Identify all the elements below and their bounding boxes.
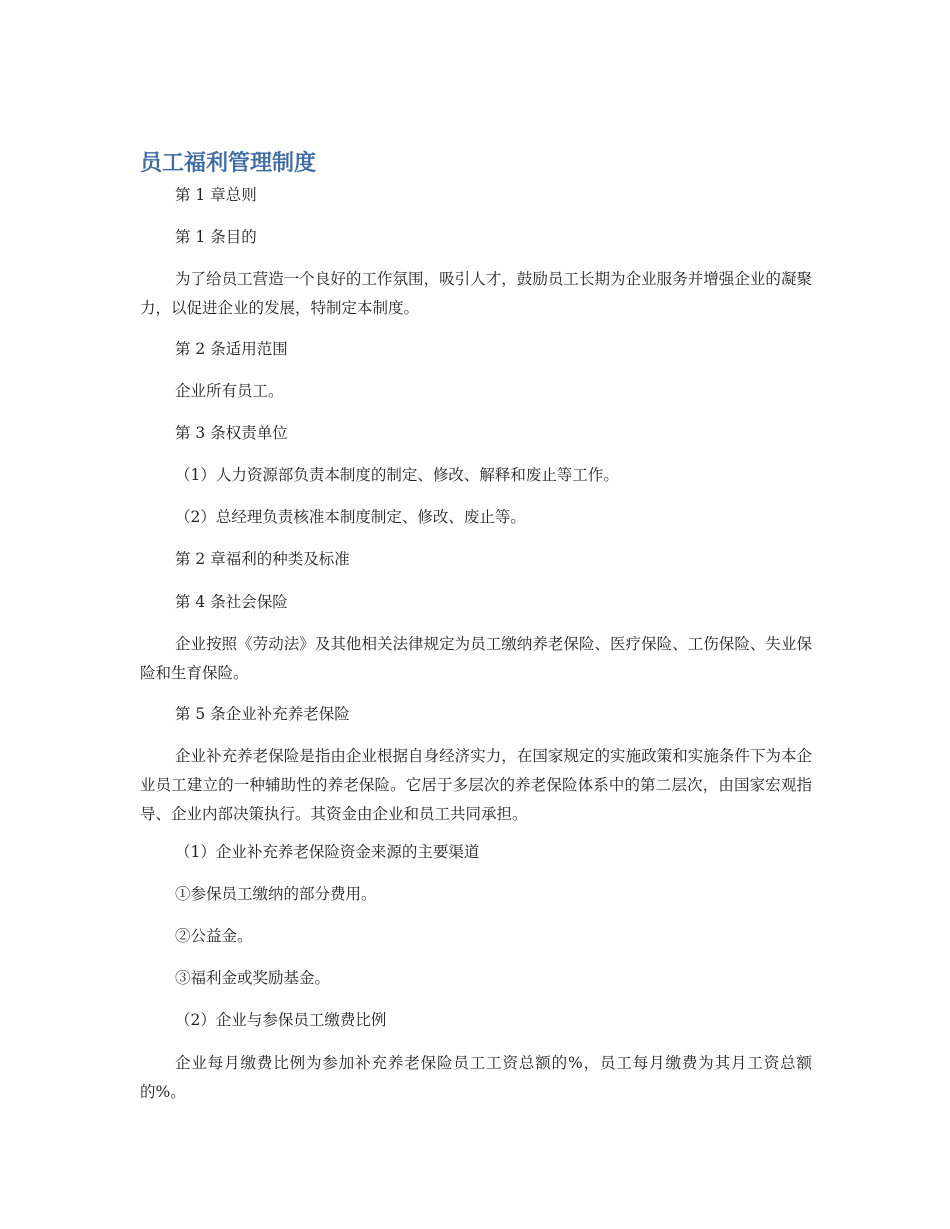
article-5-item-1-heading: （1）企业补充养老保险资金来源的主要渠道 [175,843,480,861]
article-5-body: 企业补充养老保险是指由企业根据自身经济实力，在国家规定的实施政策和实施条件下为本企业员工建立的一种辅助性的养老保险。它居于多层次的养老保险体系中的第二层次，由国家宏观指导、企业内部决策执行。其资金由企业和员工共同承担。 [140,747,812,823]
article-5-item-2-heading: （2）企业与参保员工缴费比例 [175,1011,387,1029]
article-2-heading: 第 2 条适用范围 [175,340,288,358]
chapter-2-heading: 第 2 章福利的种类及标准 [175,550,350,568]
article-5-heading: 第 5 条企业补充养老保险 [175,705,350,723]
article-2-body: 企业所有员工。 [175,382,284,400]
contribution-ratio-body: 企业每月缴费比例为参加补充养老保险员工工资总额的%，员工每月缴费为其月工资总额的%。 [140,1054,812,1101]
document-title: 员工福利管理制度 [140,151,317,176]
article-3-item-2: （2）总经理负责核准本制度制定、修改、废止等。 [175,508,526,526]
funding-source-1: ①参保员工缴纳的部分费用。 [175,885,377,903]
article-1-body: 为了给员工营造一个良好的工作氛围，吸引人才，鼓励员工长期为企业服务并增强企业的凝聚力，以促进企业的发展，特制定本制度。 [140,270,812,317]
article-3-item-1: （1）人力资源部负责本制度的制定、修改、解释和废止等工作。 [175,466,619,484]
article-4-body: 企业按照《劳动法》及其他相关法律规定为员工缴纳养老保险、医疗保险、工伤保险、失业保险和生育保险。 [140,635,812,682]
funding-source-3: ③福利金或奖励基金。 [175,969,331,987]
article-3-heading: 第 3 条权责单位 [175,424,288,442]
funding-source-2: ②公益金。 [175,927,253,945]
chapter-1-heading: 第 1 章总则 [175,186,257,204]
article-1-heading: 第 1 条目的 [175,228,257,246]
article-4-heading: 第 4 条社会保险 [175,593,288,611]
